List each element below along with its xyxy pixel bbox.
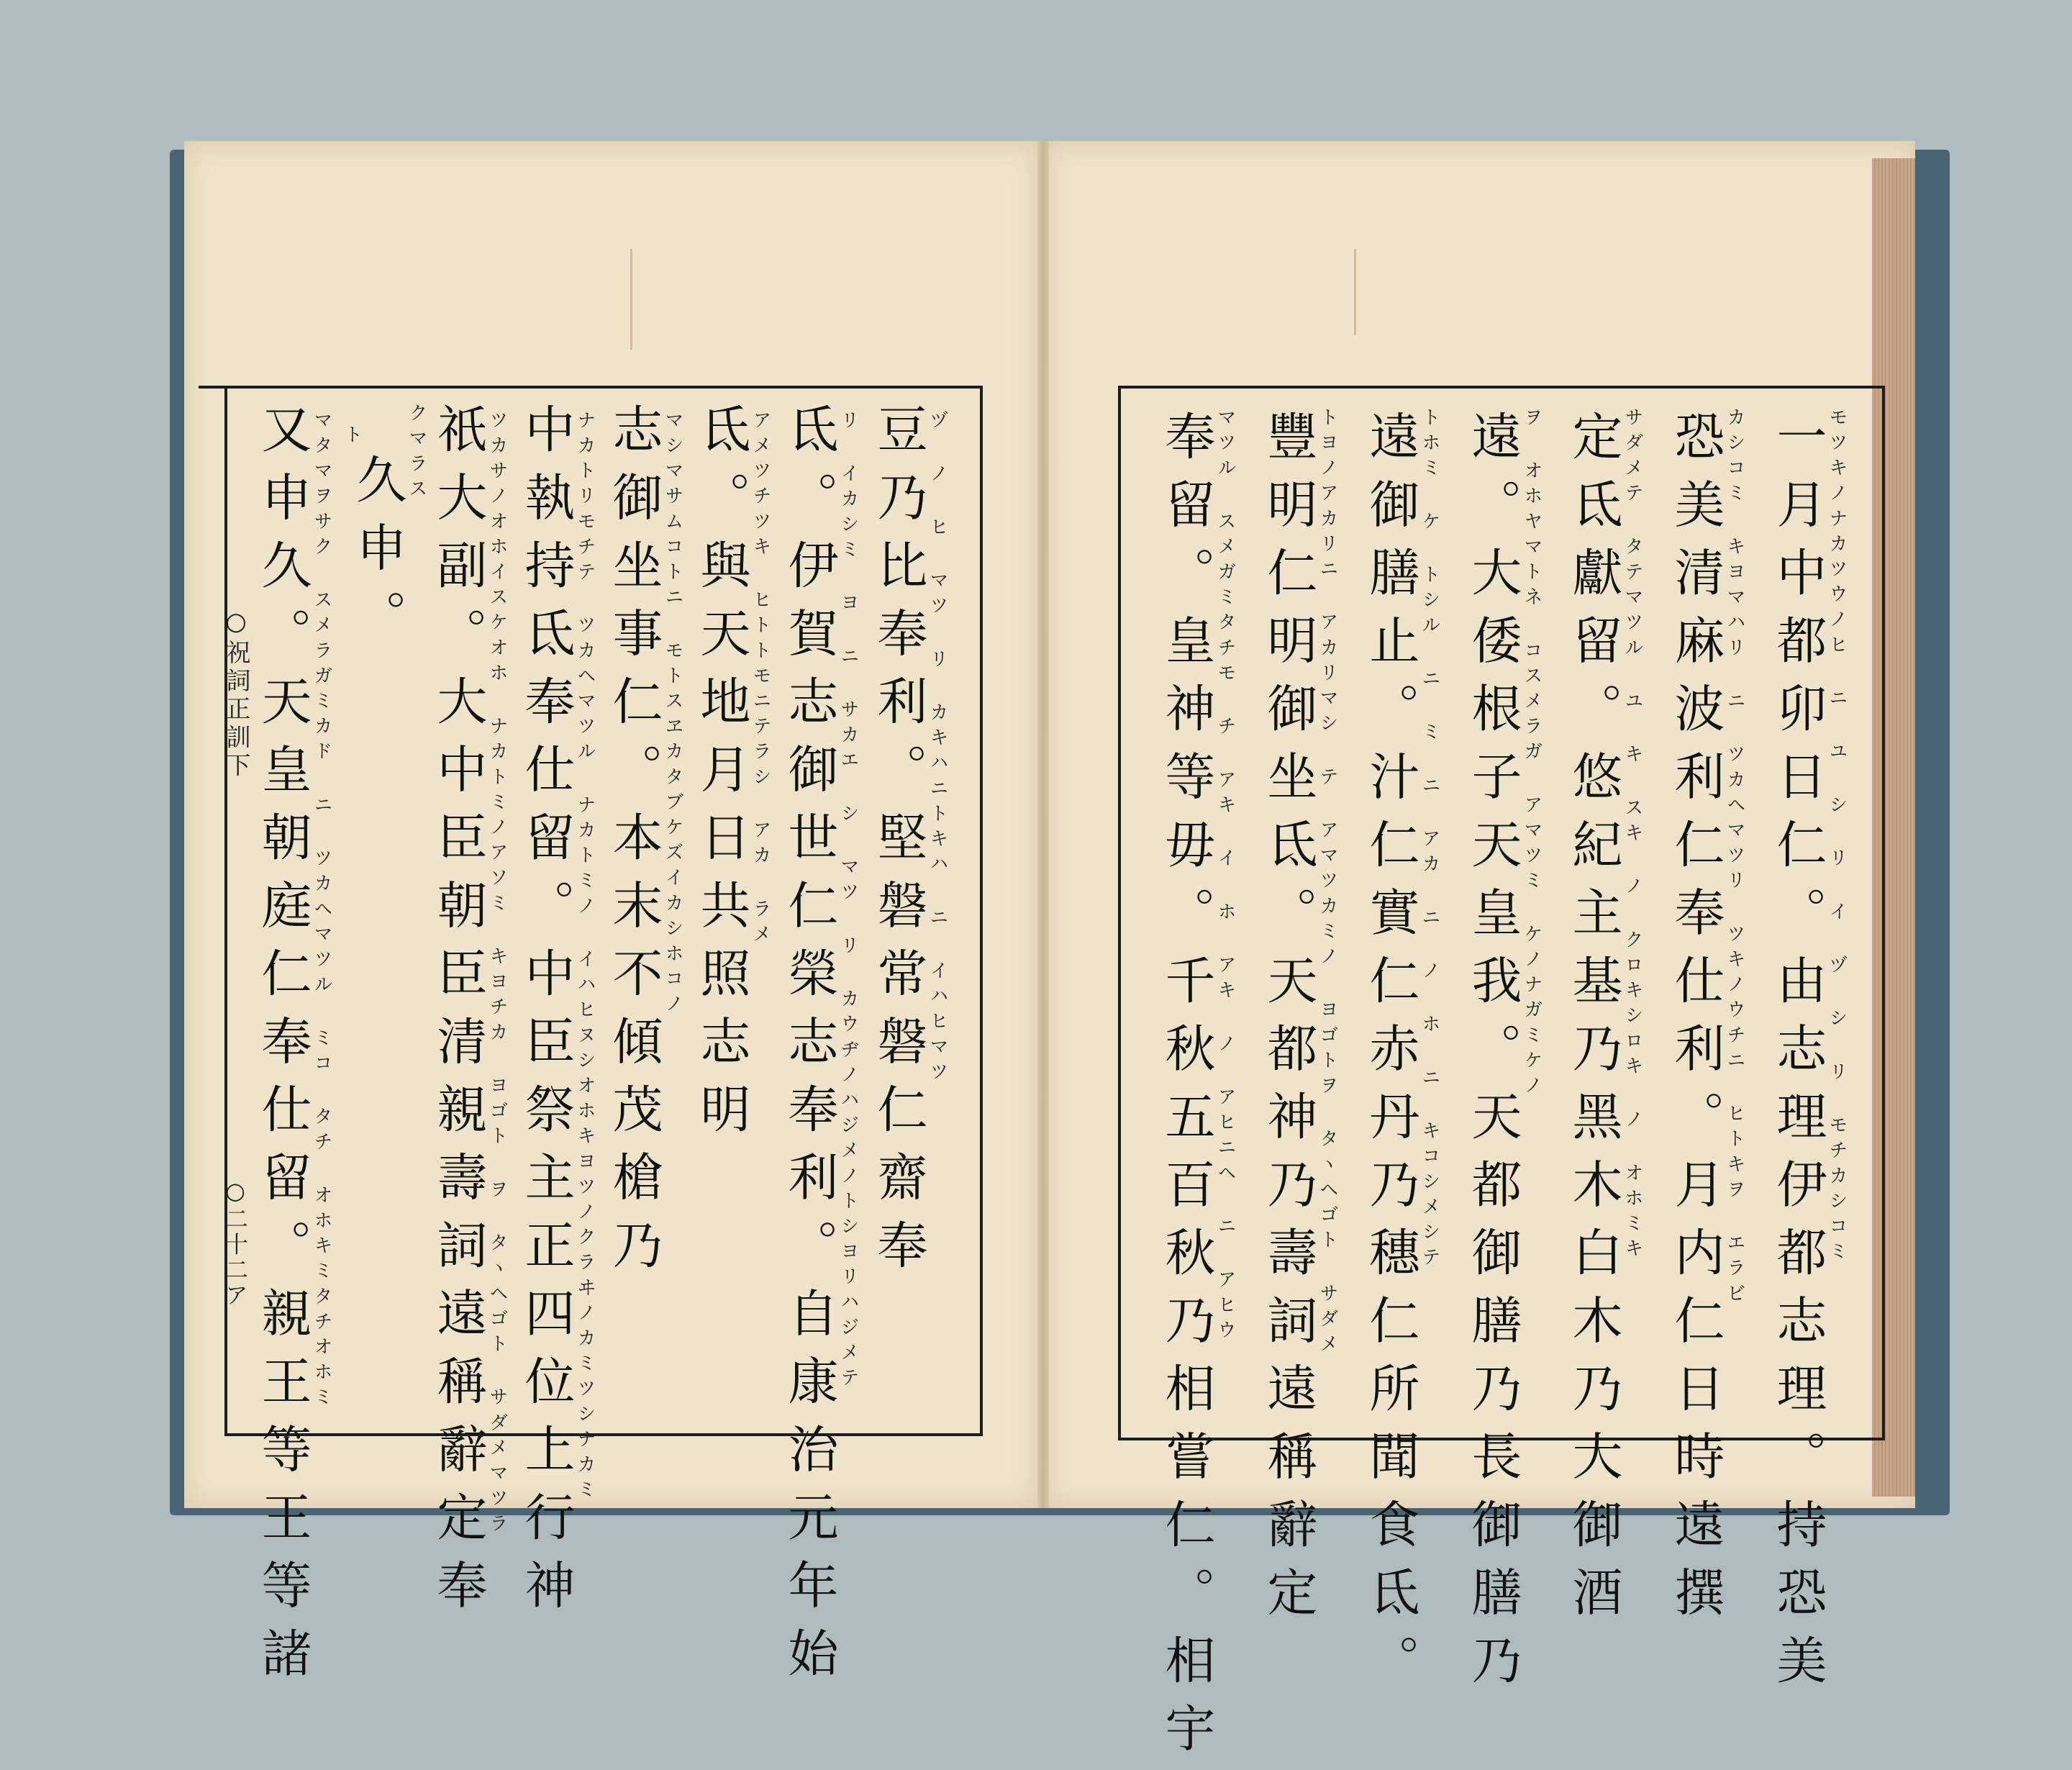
ruby-column: クマラス xyxy=(406,403,427,504)
ruby-column: マツル スメガミタチモ チ アキ イ ホ アキ ノ アヒニヘ ニ アヒウ xyxy=(1214,407,1236,1345)
ruby-column: ヅ ノ ヒ マツ リ カキハニトキハ ニ イハヒマツ xyxy=(927,410,948,1087)
margin-title: ○祝詞正訓下 xyxy=(222,607,250,781)
ruby-column: ヲ オホヤマトネ コスメラガ アマツミ ケノナガミケノ xyxy=(1521,407,1542,1101)
paper-crease xyxy=(1354,249,1356,335)
text-column: 氐。伊賀志御世仁榮志奉利。自康治元年始 xyxy=(780,403,839,1695)
ruby-column: トヨノアカリニ アカリマシ テ アマツカミノ ヨゴトヲ タヽヘゴト サダメ xyxy=(1317,407,1338,1359)
text-column: 定氐獻留。悠紀主基乃黑木白木乃大御酒 xyxy=(1564,410,1623,1634)
ruby-column: ナカトリモチテ ツカヘマツル ナカトミノ イハヒヌシオホキヨツノクラヰノカミツシナカミ xyxy=(574,410,596,1505)
text-column: 氐。與天地月日共照志明 xyxy=(692,403,751,1151)
text-column: 豐明仁明御坐氐。天都神乃壽詞遠稱辭定 xyxy=(1259,410,1318,1634)
ruby-column: モツキノナカツウノヒ ニ ユ シ リ イ ヅ シ リ モチカシコミ xyxy=(1826,407,1848,1267)
text-column: 志御坐事仁。本末不傾茂槍乃 xyxy=(604,403,663,1287)
page-number: ○二十二ア xyxy=(222,1177,249,1308)
text-column: 久申。 xyxy=(348,453,407,658)
text-column: 恐美清麻波利仁奉仕利。月内仁日時遠撰 xyxy=(1666,410,1725,1634)
ruby-column: ツカサノオホイスケオホ ナカトミノアソミ キヨチカ ヨゴト ヲ タヽヘゴト サダメマツラ xyxy=(486,410,508,1539)
text-column: 一月中都卯日仁。由志理伊都志理。持恐美 xyxy=(1768,410,1827,1702)
ruby-column: マタマヲサク スメラガミカド ニ ツカヘマツル ミコ タチ オホキミタチオホミ xyxy=(311,410,332,1412)
text-column: 祇大副。大中臣朝臣清親壽詞遠稱辭定奉 xyxy=(429,403,488,1627)
ruby-column: サダメテ タテマツル ユ キ スキ ノ クロキシロキ ノ オホミキ xyxy=(1622,407,1643,1264)
text-column: 又申久。天皇朝庭仁奉仕留。親王等王等諸 xyxy=(253,403,312,1695)
paper-crease xyxy=(630,249,632,350)
ruby-mark: ト xyxy=(341,425,363,450)
text-column: 中執持氐奉仕留。中臣祭主正四位上行神 xyxy=(517,403,576,1627)
text-column: 奉留。皇神等毋。千秋五百秋乃相嘗仁。相宇 xyxy=(1157,410,1216,1770)
ruby-column: アメツチツキ ヒトトモニテラシ アカ ラメ xyxy=(750,410,771,950)
ruby-column: リ イカシミ ヨ ニ サカエ シ マツ リ カウヂノハジメノトシヨリハジメテ xyxy=(837,410,859,1393)
text-column: 遠御膳止。汁仁實仁赤丹乃穗仁所聞食氐。 xyxy=(1361,410,1420,1702)
ruby-column: トホミ ケ トシル ニ ミ ニ アカ ニ ノ ホ ニ キコシメシテ xyxy=(1419,407,1440,1273)
ruby-column: カシコミ キヨマハリ ニ ツカヘマツリ ツキノウチニ ヒトキヲ エラビ xyxy=(1724,407,1745,1309)
book-gutter xyxy=(1037,141,1049,1508)
text-column: 遠。大倭根子天皇我。天都御膳乃長御膳乃 xyxy=(1463,410,1522,1702)
ruby-column: マシマサムコトニ モトスヱカタブケズイカシホコノ xyxy=(662,410,683,1020)
text-column: 豆乃比奉利。堅磐常磐仁齋奉 xyxy=(869,403,928,1287)
